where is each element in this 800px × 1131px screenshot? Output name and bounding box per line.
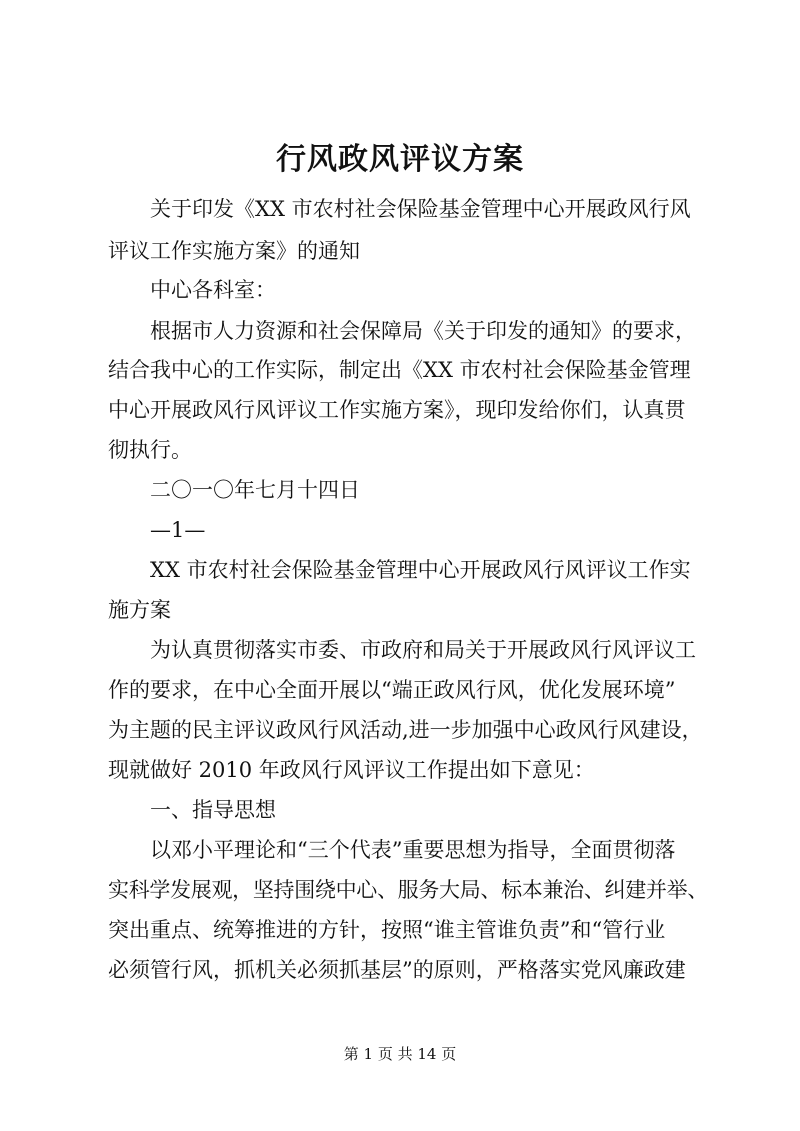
text-line: 施方案: [108, 598, 171, 622]
text-line: 必须管行风，抓机关必须抓基层”的原则，严格落实党风廉政建: [108, 958, 686, 982]
text-line: 中心各科室：: [150, 278, 276, 302]
text-line: 根据市人力资源和社会保障局《关于印发的通知》的要求，: [150, 319, 696, 343]
text-line: 评议工作实施方案》的通知: [108, 239, 360, 263]
text-line: 二〇一〇年七月十四日: [150, 478, 360, 502]
text-line: 作的要求，在中心全面开展以“端正政风行风，优化发展环境”: [108, 678, 676, 702]
text-line: 结合我中心的工作实际，制定出《XX 市农村社会保险基金管理: [108, 358, 691, 382]
text-line: 现就做好 2010 年政风行风评议工作提出如下意见：: [108, 758, 595, 782]
section-heading: 一、指导思想: [150, 798, 276, 822]
text-line: 中心开展政风行风评议工作实施方案》，现印发给你们，认真贯: [108, 398, 686, 422]
text-line: XX 市农村社会保险基金管理中心开展政风行风评议工作实: [150, 558, 691, 582]
document-title: 行风政风评议方案: [276, 142, 524, 177]
text-line: 彻执行。: [108, 438, 192, 462]
text-line: —1—: [150, 518, 206, 542]
text-line: 以邓小平理论和“三个代表”重要思想为指导，全面贯彻落: [150, 838, 676, 862]
text-line: 为主题的民主评议政风行风活动,进一步加强中心政风行风建设，: [108, 718, 703, 742]
page-number-footer: 第 1 页 共 14 页: [343, 1045, 457, 1063]
text-line: 实科学发展观，坚持围绕中心、服务大局、标本兼治、纠建并举、: [108, 878, 708, 902]
text-line: 关于印发《XX 市农村社会保险基金管理中心开展政风行风: [150, 197, 691, 221]
text-line: 突出重点、统筹推进的方针，按照“谁主管谁负责”和“管行业: [108, 918, 666, 942]
text-line: 为认真贯彻落实市委、市政府和局关于开展政风行风评议工: [150, 638, 696, 662]
